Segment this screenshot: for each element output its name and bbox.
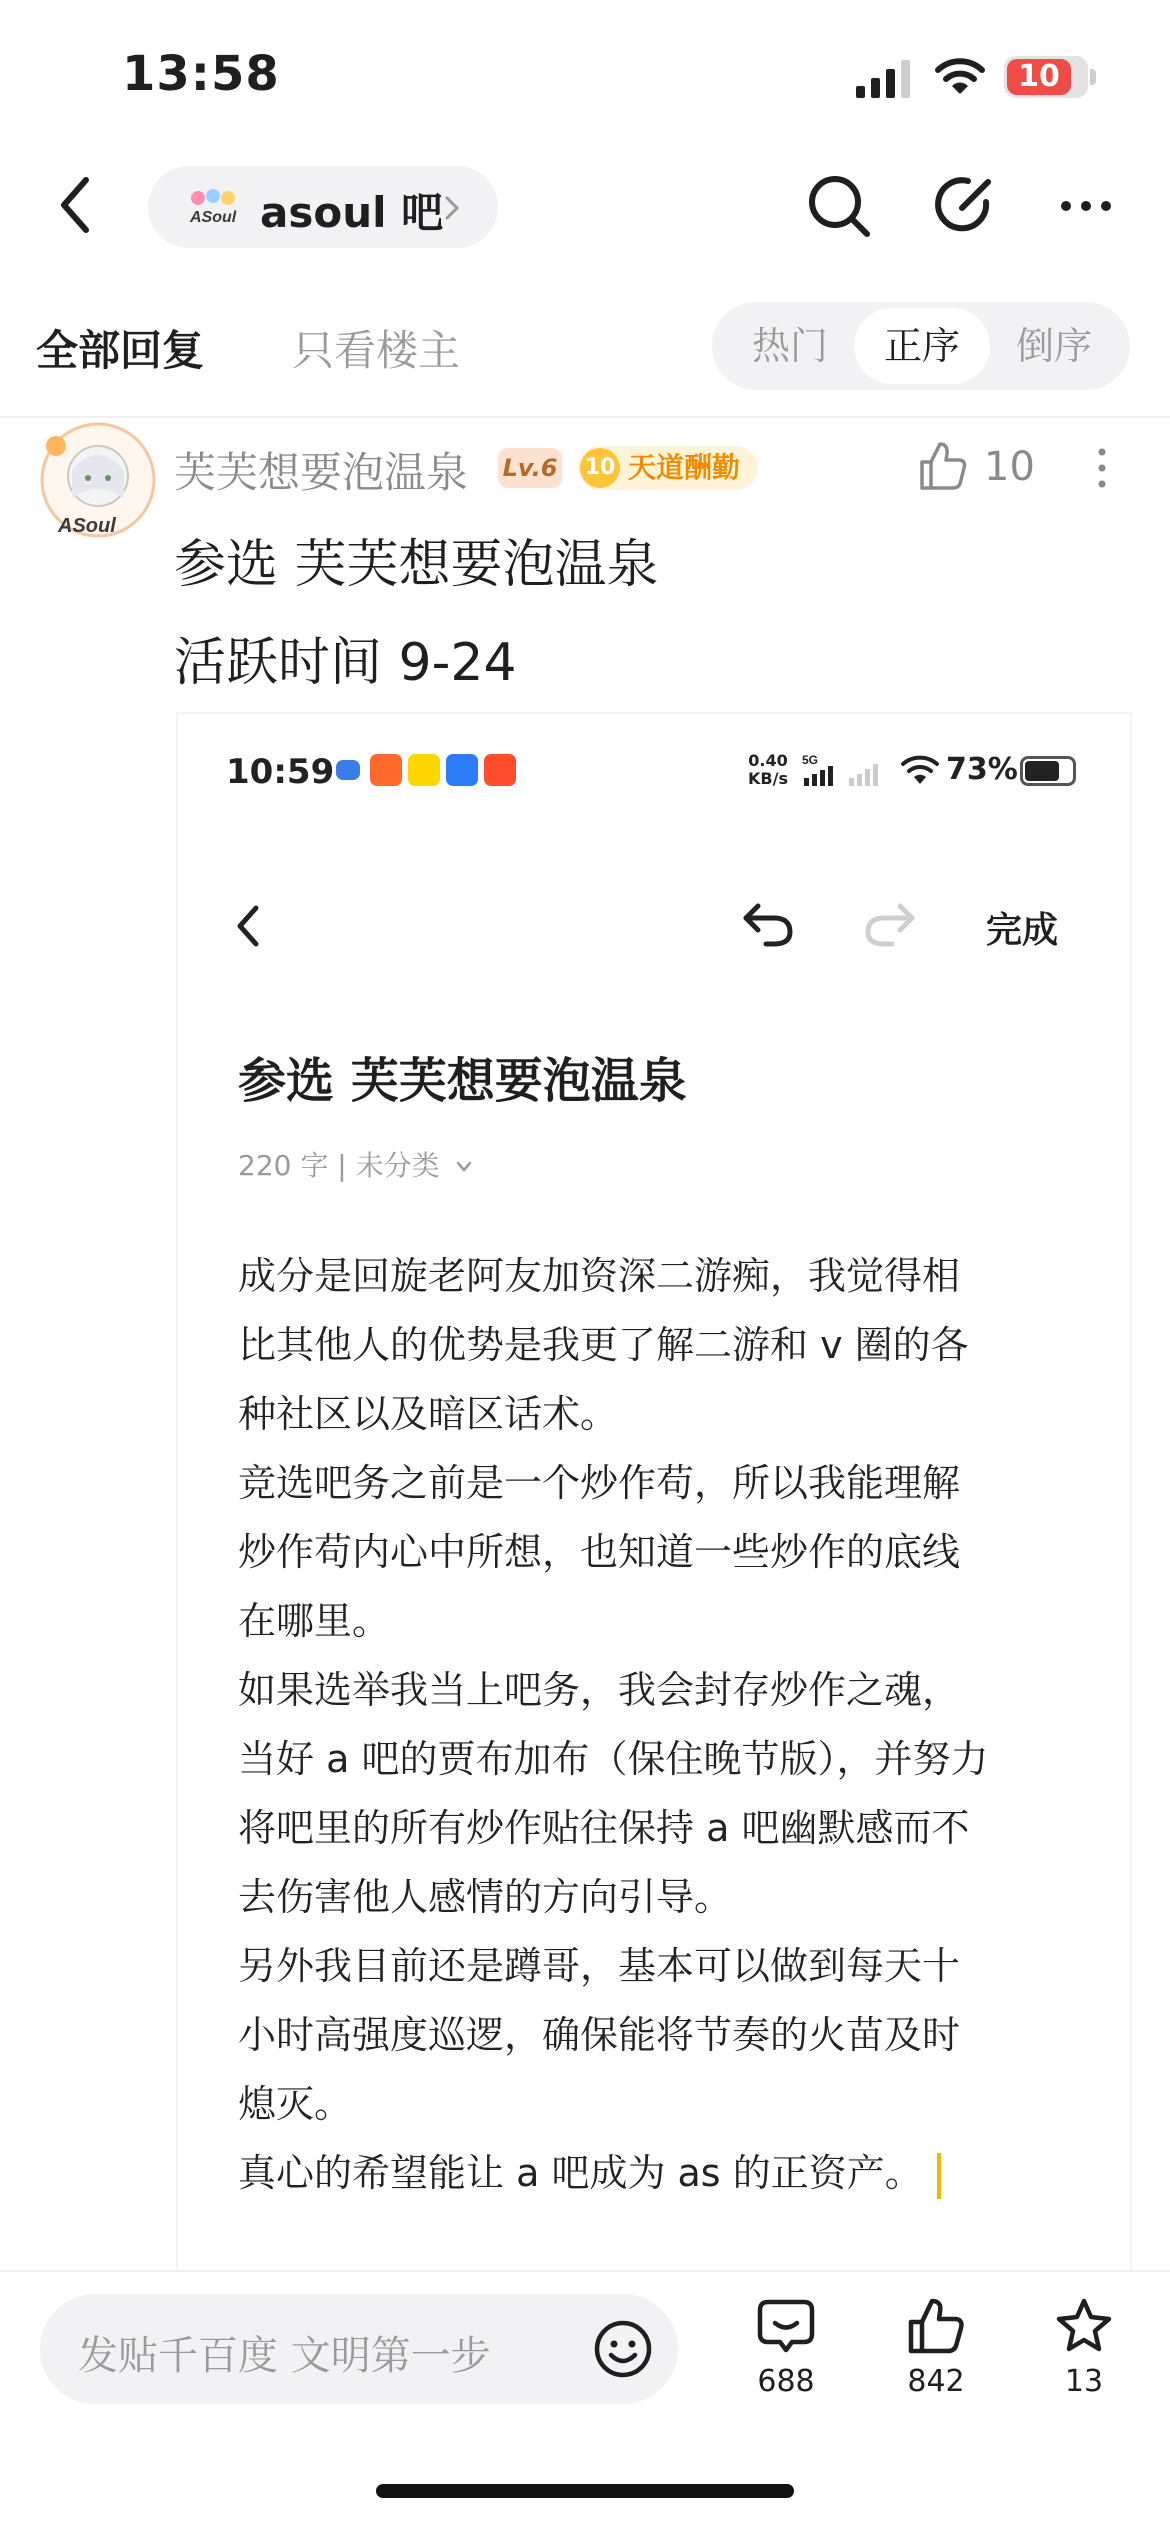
favorite-button[interactable] bbox=[1024, 2296, 1144, 2416]
post-like-count: 10 bbox=[984, 444, 1035, 490]
text-caret bbox=[937, 2153, 941, 2199]
search-icon[interactable] bbox=[805, 172, 873, 240]
like-count: 842 bbox=[907, 2364, 965, 2399]
note-body-line: 在哪里。 bbox=[238, 1599, 391, 1643]
battery-icon bbox=[1004, 56, 1088, 98]
note-body-line: 去伤害他人感情的方向引导。 bbox=[238, 1875, 733, 1919]
battery-icon bbox=[1020, 756, 1076, 786]
comment-button[interactable] bbox=[726, 2296, 846, 2416]
avatar[interactable] bbox=[28, 420, 164, 540]
like-button[interactable] bbox=[876, 2296, 996, 2416]
emoji-icon[interactable] bbox=[592, 2318, 654, 2380]
svg-text:ASoul: ASoul bbox=[190, 209, 237, 226]
note-body-line: 竞选吧务之前是一个炒作苟，所以我能理解 bbox=[238, 1461, 961, 1505]
post-image[interactable] bbox=[176, 712, 1132, 2272]
back-icon bbox=[234, 900, 262, 952]
wifi-icon bbox=[934, 56, 986, 96]
thumbs-up-icon bbox=[906, 2296, 966, 2356]
honor-badge-level: 10 bbox=[580, 448, 620, 488]
note-body-line: 将吧里的所有炒作贴往保持 a 吧幽默感而不 bbox=[238, 1806, 970, 1850]
note-body-line: 另外我目前还是蹲哥，基本可以做到每天十 bbox=[238, 1944, 961, 1988]
note-body-line: 比其他人的优势是我更了解二游和 v 圈的各 bbox=[238, 1323, 969, 1367]
sort-segmented-control bbox=[712, 302, 1130, 390]
redo-icon bbox=[862, 898, 918, 950]
forum-entry-button[interactable] bbox=[148, 166, 498, 248]
forum-logo-icon bbox=[188, 188, 238, 226]
note-body-line: 小时高强度巡逻，确保能将节奏的火苗及时 bbox=[238, 2013, 961, 2057]
embedded-net-speed: 0.40 KB/s bbox=[748, 751, 788, 788]
note-body-line: 炒作苟内心中所想，也知道一些炒作的底线 bbox=[238, 1530, 961, 1574]
cellular-signal-icon bbox=[854, 58, 914, 98]
post-more-icon[interactable] bbox=[1096, 446, 1108, 490]
more-options-icon[interactable] bbox=[1058, 196, 1114, 216]
status-time: 13:58 bbox=[122, 46, 280, 102]
post-text-line: 参选 芙芙想要泡温泉 bbox=[174, 535, 659, 595]
5g-signal-icon bbox=[802, 752, 838, 788]
app-icon bbox=[336, 760, 360, 780]
divider bbox=[0, 416, 1170, 418]
author-name[interactable]: 芙芙想要泡温泉 bbox=[174, 448, 469, 497]
taobao-icon bbox=[484, 754, 516, 786]
reply-placeholder: 发贴千百度 文明第一步 bbox=[78, 2333, 491, 2379]
home-indicator bbox=[376, 2484, 794, 2498]
note-body-line-last: 真心的希望能让 a 吧成为 as 的正资产。 bbox=[238, 2139, 1088, 2208]
status-bar bbox=[0, 0, 1170, 150]
comment-count: 688 bbox=[757, 2364, 815, 2399]
chevron-down-icon bbox=[455, 1160, 473, 1174]
note-body-line: 当好 a 吧的贾布加布（保住晚节版），并努力 bbox=[238, 1737, 989, 1781]
reply-input[interactable] bbox=[40, 2294, 678, 2404]
forum-name: asoul 吧 bbox=[260, 188, 444, 237]
star-icon bbox=[1054, 2296, 1114, 2356]
sort-desc-button[interactable]: 倒序 bbox=[1015, 324, 1092, 368]
wifi-icon bbox=[900, 752, 940, 786]
favorite-count: 13 bbox=[1064, 2364, 1104, 2399]
chevron-right-icon bbox=[440, 192, 464, 224]
sort-hot-button[interactable]: 热门 bbox=[751, 324, 828, 368]
back-icon[interactable] bbox=[50, 170, 100, 240]
app-icon bbox=[446, 754, 478, 786]
edit-post-icon[interactable] bbox=[932, 172, 998, 238]
note-body-line: 成分是回旋老阿友加资深二游痴，我觉得相 bbox=[238, 1254, 961, 1298]
tab-owner-only[interactable]: 只看楼主 bbox=[292, 326, 461, 375]
app-icon bbox=[370, 754, 402, 786]
battery-level: 10 bbox=[1018, 59, 1060, 94]
undo-icon bbox=[740, 898, 796, 950]
meituan-icon bbox=[408, 754, 440, 786]
note-title: 参选 芙芙想要泡温泉 bbox=[238, 1053, 687, 1109]
level-badge: Lv.6 bbox=[498, 448, 562, 488]
comment-icon bbox=[756, 2296, 816, 2356]
thumbs-up-icon[interactable] bbox=[918, 440, 968, 492]
sort-asc-button[interactable]: 正序 bbox=[854, 308, 990, 384]
signal-icon bbox=[848, 760, 882, 786]
svg-text:ASoul: ASoul bbox=[58, 515, 116, 537]
note-body-line: 种社区以及暗区话术。 bbox=[238, 1392, 619, 1436]
note-body bbox=[238, 1242, 1088, 2208]
honor-badge-title: 天道酬勤 bbox=[628, 451, 741, 484]
tab-all-replies[interactable]: 全部回复 bbox=[36, 326, 205, 375]
svg-text:5G: 5G bbox=[802, 753, 819, 767]
embedded-status-time: 10:59 bbox=[226, 752, 335, 792]
note-meta: 220 字 | 未分类 bbox=[238, 1144, 473, 1184]
honor-badge bbox=[578, 446, 758, 490]
post-text-line: 活跃时间 9-24 bbox=[174, 633, 517, 693]
done-button: 完成 bbox=[986, 910, 1059, 951]
note-body-line: 熄灭。 bbox=[238, 2082, 353, 2126]
note-body-line: 如果选举我当上吧务，我会封存炒作之魂， bbox=[238, 1668, 961, 1712]
embedded-battery-level: 73% bbox=[946, 752, 1018, 787]
